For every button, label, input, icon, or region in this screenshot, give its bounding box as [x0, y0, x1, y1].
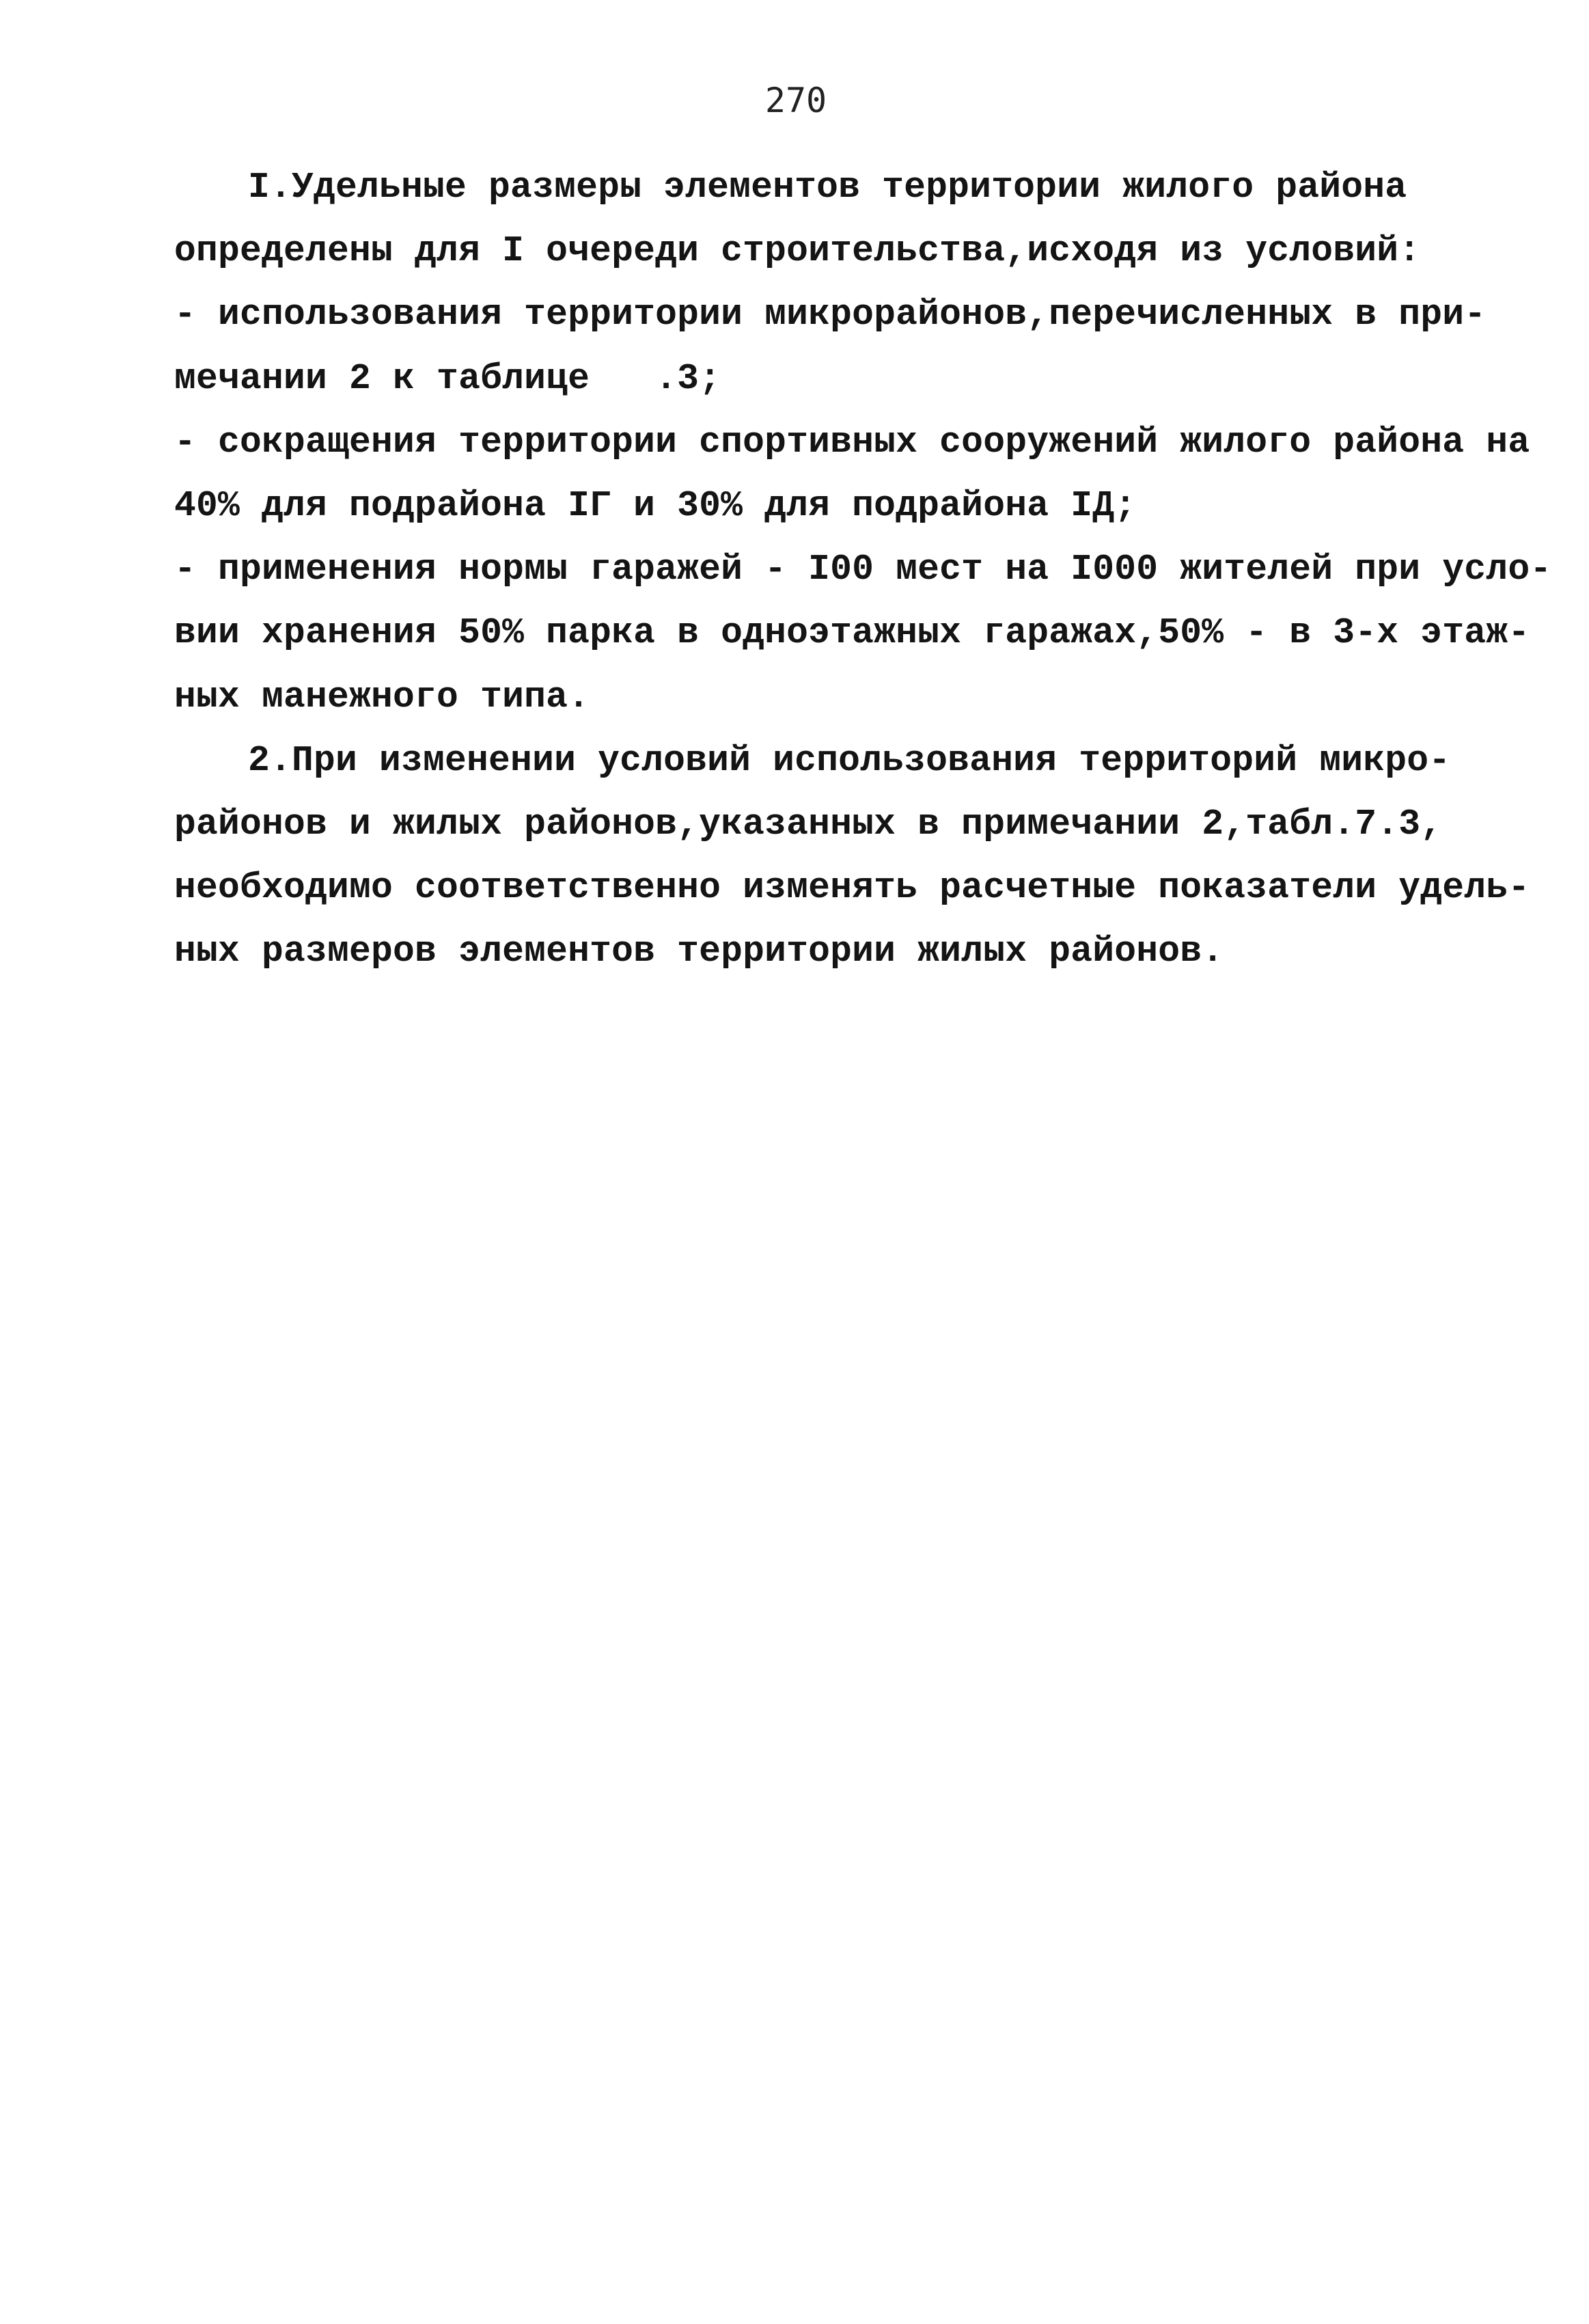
text-line-3: - использования территории микрорайонов,перечисленных в при- [174, 294, 1487, 336]
text-line-5: - сокращения территории спортивных сооружений жилого района на [174, 421, 1530, 463]
text-line-9: ных манежного типа. [174, 676, 590, 717]
text-line-13: ных размеров элементов территории жилых районов. [174, 931, 1224, 972]
text-line-12: необходимо соответственно изменять расчетные показатели удель- [174, 867, 1530, 909]
text-line-8: вии хранения 50% парка в одноэтажных гаражах,50% - в 3-х этаж- [174, 612, 1530, 654]
text-line-4: мечании 2 к таблице .3; [174, 357, 721, 399]
text-line-7: - применения нормы гаражей - I00 мест на I000 жителей при усло- [174, 549, 1552, 590]
text-body [174, 156, 1552, 983]
page-number: 270 [764, 81, 827, 120]
text-line-6: 40% для подрайона IГ и 30% для подрайона IД; [174, 484, 1137, 526]
text-line-10: 2.При изменении условий использования территорий микро- [248, 739, 1451, 781]
text-line-2: определены для I очереди строительства,исходя из условий: [174, 230, 1421, 272]
text-line-1: I.Удельные размеры элементов территории жилого района [248, 167, 1407, 208]
text-line-11: районов и жилых районов,указанных в примечании 2,табл.7.3, [174, 803, 1443, 845]
